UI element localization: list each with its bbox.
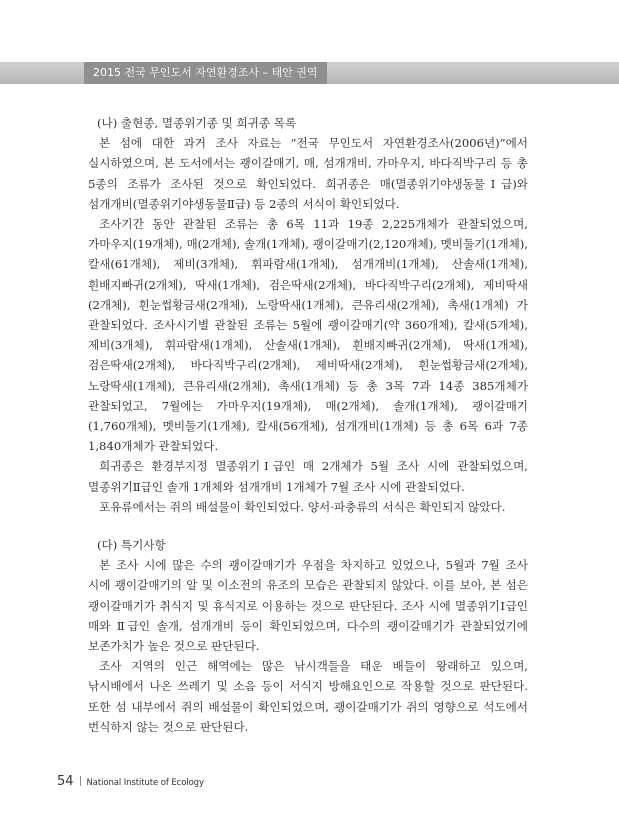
paragraph-disturbance-factors: 조사 지역의 인근 해역에는 많은 낚시객들을 태운 배들이 왕래하고 있으며, 낚시배에서 나온 쓰레기 및 소음 등이 서식지 방해요인으로 작용할 것으로 판단된다. 또한 섬 내부에서 쥐의 배설물이 확인되었으며, 괭이갈매기가 쥐의 영향으로 석도에서 번식하지 않는 것으로 판단된다. <box>88 659 528 734</box>
document-body <box>88 113 528 737</box>
footer-divider <box>80 776 81 786</box>
section-heading-remarks: (다) 특기사항 <box>97 538 166 553</box>
footer-organization: National Institute of Ecology <box>86 778 204 788</box>
paragraph-mammals-reptiles: 포유류에서는 쥐의 배설물이 확인되었다. 양서·파충류의 서식은 확인되지 않았다. <box>99 499 506 514</box>
paragraph-rare-species: 희귀종은 환경부지정 멸종위기Ⅰ급인 매 2개체가 5월 조사 시에 관찰되었으며, 멸종위기Ⅱ급인 솔개 1개체와 섬개개비 1개체가 7월 조사 시에 관찰되었다. <box>88 459 528 494</box>
paragraph-observed-birds: 조사기간 동안 관찰된 조류는 총 6목 11과 19종 2,225개체가 관찰되었으며, 가마우지(19개체), 매(2개체), 솔개(1개체), 괭이갈매기(2,120개체), 멧비둘기(1개체), 칼새(61개체), 제비(3개체), 휘파람새(1개체), 섬개개비(1개체), 산솔새(1개체), 흰배지빠귀(2개체), 딱새(1개체), 검은딱새(2개체), 바다직박구리(2개체), 제비딱새(2개체), 흰눈썹황금새(2개체), 노랑딱새(1개체), 큰유리새(2개체), 촉새(1개체) 가 관찰되었다. 조사시기별 관찰된 조류는 5월에 괭이갈매기(약 360개체), 칼새(5개체), 제비(3개체), 휘파람새(1개체), 산솔새(1개체), 흰배지빠귀(2개체), 딱새(1개체), 검은딱새(2개체), 바다직박구리(2개체), 제비딱새(2개체), 흰눈썹황금새(2개체), 노랑딱새(1개체), 큰유리새(2개체), 촉새(1개체) 등 총 3목 7과 14종 385개체가 관찰되었고, 7월에는 가마우지(19개체), 매(2개체), 솔개(1개체), 괭이갈매기(1,760개체), 멧비둘기(1개체), 칼새(56개체), 섬개개비(1개체) 등 총 6목 6과 7종 1,840개체가 관찰되었다. <box>88 217 528 454</box>
paragraph-gull-habitat: 본 조사 시에 많은 수의 괭이갈매기가 우점을 차지하고 있었으나, 5월과 7월 조사 시에 괭이갈매기의 알 및 이소전의 유조의 모습은 관찰되지 않았다. 이를 보아, 본 섬은 괭이갈매기가 취식지 및 휴식지로 이용하는 것으로 판단된다. 조사 시에 멸종위기Ⅰ급인 매와 Ⅱ급인 솔개, 섬개개비 등이 확인되었으며, 다수의 괭이갈매기가 관찰되었기에 보존가치가 높은 것으로 판단된다. <box>88 558 528 654</box>
section-gap <box>88 517 528 535</box>
page-footer <box>57 770 204 789</box>
section-heading-species-list: (나) 출현종, 멸종위기종 및 희귀종 목록 <box>97 116 297 130</box>
paragraph-past-survey: 본 섬에 대한 과거 조사 자료는 “전국 무인도서 자연환경조사(2006년)”에서 실시하였으며, 본 도서에서는 괭이갈매기, 매, 섬개개비, 가마우지, 바다직박구리 등 총 5종의 조류가 조사된 것으로 확인되었다. 희귀종은 매(멸종위기야생동물Ⅰ급)와 섬개개비(멸종위기야생동물Ⅱ급) 등 2종의 서식이 확인되었다. <box>88 136 528 211</box>
running-header-title: 2015 전국 무인도서 자연환경조사 – 태안 권역 <box>84 62 327 84</box>
page-number: 54 <box>57 774 74 789</box>
